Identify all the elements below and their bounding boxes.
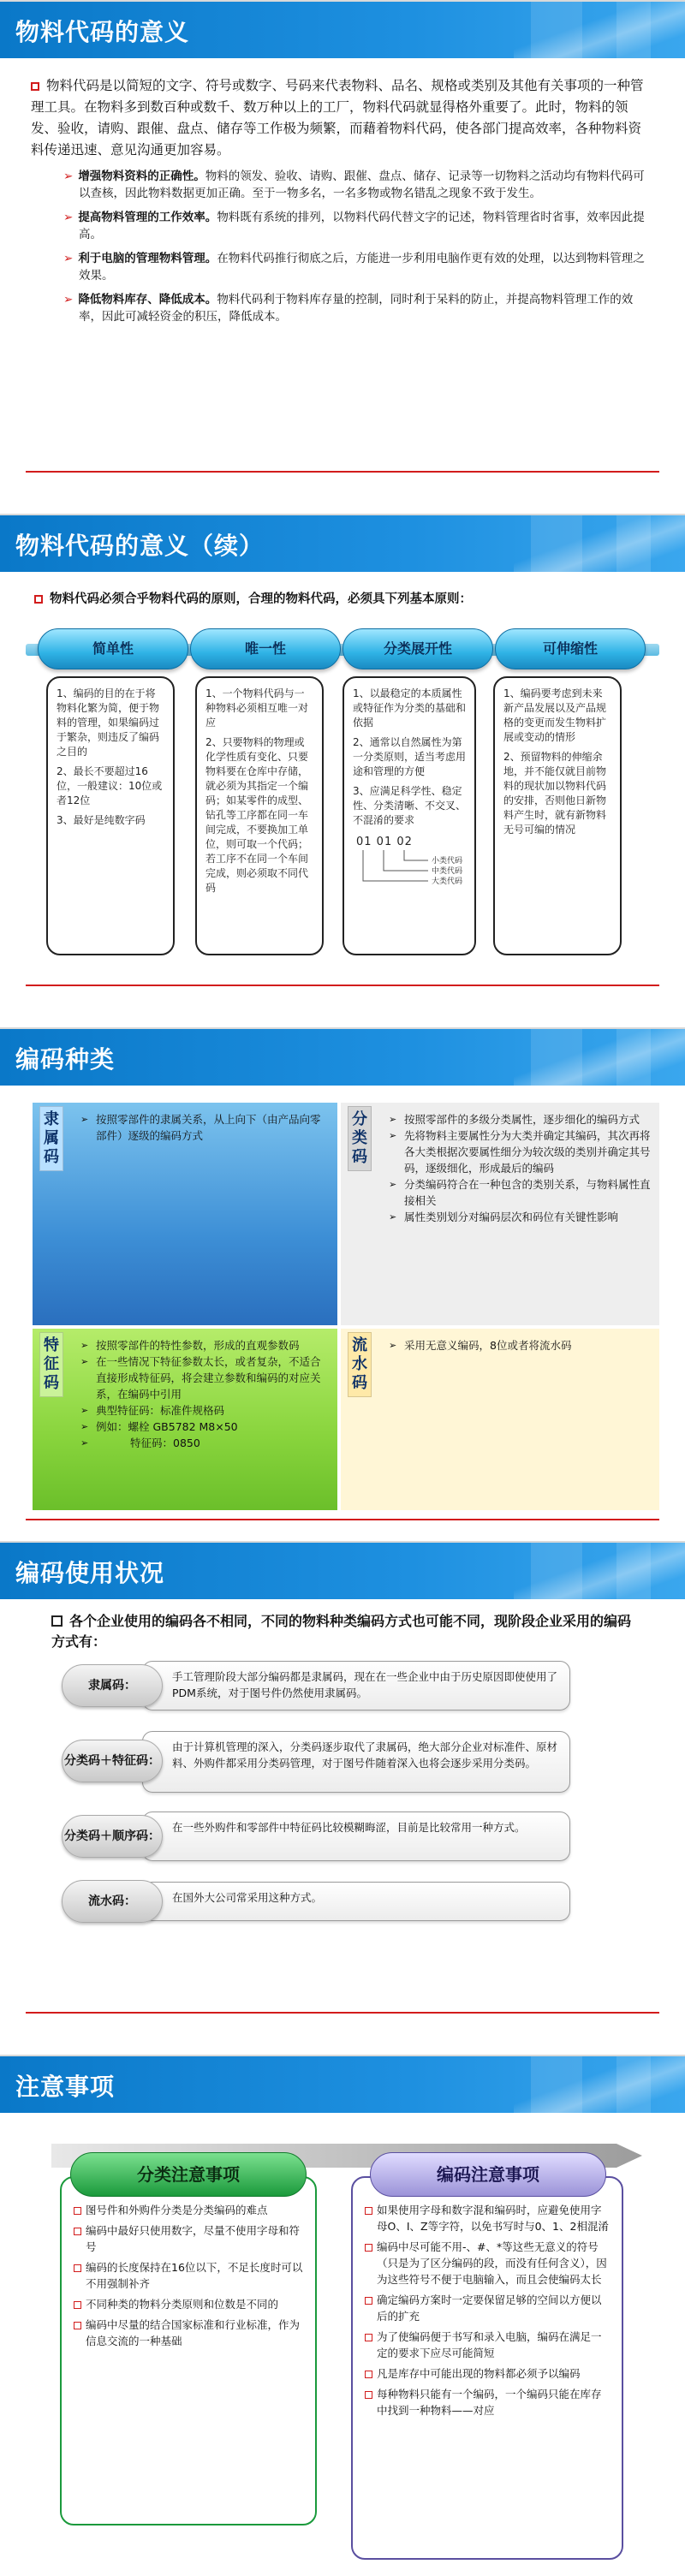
arrow-bullet-icon: ➢ bbox=[63, 211, 74, 224]
cell-hierarchy-code bbox=[33, 1103, 337, 1325]
principle-line bbox=[34, 589, 472, 607]
legend-small: 小类代码 bbox=[432, 857, 463, 866]
slide-title: 编码使用状况 bbox=[15, 1559, 165, 1587]
cell-item: ➢ 采用无意义编码，8位或者将流水码 bbox=[389, 1337, 651, 1353]
pill-classification: 分类展开性 bbox=[342, 628, 493, 669]
card-line: 1、一个物料代码与一种物料必须相互唯一对应 bbox=[206, 687, 309, 729]
note-item: 编码中尽量的结合国家标准和行业标准，作为信息交流的一种基础 bbox=[74, 2317, 303, 2349]
legend-medium: 中类代码 bbox=[432, 867, 463, 876]
card-line: 1、以最稳定的本质属性或特征作为分类的基础和依据 bbox=[353, 687, 467, 729]
slide-title-bar bbox=[0, 1029, 685, 1086]
cell-item: ➢ 按照零部件的多级分类属性，逐步细化的编码方式 bbox=[389, 1111, 651, 1127]
slide-title: 物料代码的意义 bbox=[15, 18, 190, 46]
intro-paragraph bbox=[31, 75, 647, 161]
cell-item: ➢ 典型特征码：标准件规格码 bbox=[80, 1402, 329, 1419]
note-item: 编码的长度保持在16位以下，不足长度时可以不用强制补齐 bbox=[74, 2259, 303, 2292]
slide-title-bar bbox=[0, 515, 685, 572]
card-line: 3、最好是纯数字码 bbox=[57, 814, 146, 826]
card-simplicity bbox=[46, 676, 175, 955]
cell-category-code bbox=[341, 1103, 659, 1325]
point-item bbox=[63, 250, 647, 284]
slide-code-usage bbox=[0, 1541, 685, 2051]
note-item: 每种物料只能有一个编码，一个编码只能在库存中找到一种物料——对应 bbox=[365, 2386, 610, 2418]
cell-list bbox=[389, 1111, 651, 1225]
usage-desc: 手工管理阶段大部分编码都是隶属码，现在在一些企业中由于历史原因即使使用了PDM系统，对于图号件仍然使用隶属码。 bbox=[142, 1661, 570, 1710]
slide-code-types bbox=[0, 1027, 685, 1538]
usage-label: 流水码： bbox=[62, 1880, 163, 1923]
usage-label: 分类码＋特征码： bbox=[62, 1740, 163, 1782]
note-item: 凡是库存中可能出现的物料都必须予以编码 bbox=[365, 2365, 610, 2382]
card-line: 2、只要物料的物理或化学性质有变化、只要物料要在仓库中存储，就必须为其指定一个编码；如某零件的成型、钻孔等工序都在同一车间完成，不要换加工单位，则可取一个代码；若工序不在同一个车间完成，则必须取不同代码 bbox=[206, 736, 309, 894]
square-bullet-icon bbox=[31, 82, 39, 91]
divider-line bbox=[26, 985, 659, 986]
cell-list bbox=[80, 1337, 329, 1451]
point-head: 降低物料库存、降低成本。 bbox=[78, 293, 217, 306]
tag-hierarchy: 隶属码 bbox=[39, 1106, 63, 1171]
tag-serial: 流水码 bbox=[348, 1332, 372, 1397]
arrow-bullet-icon: ➢ bbox=[63, 170, 74, 183]
checkbox-bullet-icon bbox=[51, 1615, 63, 1627]
point-item bbox=[63, 168, 647, 202]
point-head: 利于电脑的管理物料管理。 bbox=[78, 252, 217, 265]
tag-feature: 特征码 bbox=[39, 1332, 63, 1397]
code-types-grid bbox=[33, 1103, 659, 1510]
slide-title: 注意事项 bbox=[15, 2073, 116, 2101]
points-list bbox=[63, 168, 647, 325]
note-item: 编码中尽可能不用-、#、*等这些无意义的符号（只是为了区分编码的段，而没有任何含义），因为这些符号不便于电脑输入，而且会使编码太长 bbox=[365, 2239, 610, 2287]
point-head: 增强物料资料的正确性。 bbox=[78, 170, 206, 183]
cell-item: ➢ 按照零部件的隶属关系，从上向下（由产品向零部件）逐级的编码方式 bbox=[80, 1111, 329, 1144]
usage-question bbox=[51, 1611, 634, 1652]
card-line: 1、编码的目的在于将物料化繁为简，便于物料的管理，如果编码过于繁杂，则违反了编码之目的 bbox=[57, 687, 160, 758]
cell-item: ➢ 分类编码符合在一种包含的类别关系，与物料属性直接相关 bbox=[389, 1176, 651, 1209]
usage-desc: 在一些外购件和零部件中特征码比较模糊晦涩，目前是比较常用一种方式。 bbox=[142, 1812, 570, 1861]
point-text: 在物料代码推行彻底之后，方能进一步利用电脑作更有效的处理，以达到物料管理之效果。 bbox=[79, 252, 645, 283]
principle-text: 物料代码必须合乎物料代码的原则，合理的物料代码，必须具下列基本原则： bbox=[50, 592, 472, 606]
divider-line bbox=[26, 2012, 659, 2014]
divider-line bbox=[26, 471, 659, 473]
slide-title-bar bbox=[0, 2056, 685, 2113]
point-item bbox=[63, 209, 647, 243]
card-line: 2、最长不要超过16位，一般建议：10位或者12位 bbox=[57, 765, 163, 806]
card-uniqueness bbox=[195, 676, 324, 955]
cell-item: ➢ 在一些情况下特征参数太长，或者复杂，不适合直接形成特征码，将会建立参数和编码的对应关系，在编码中引用 bbox=[80, 1353, 329, 1402]
note-item: 为了使编码便于书写和录入电脑，编码在满足一定的要求下应尽可能简短 bbox=[365, 2329, 610, 2361]
divider-line bbox=[26, 1519, 659, 1520]
slide-meaning-cont bbox=[0, 514, 685, 1024]
pill-uniqueness: 唯一性 bbox=[190, 628, 341, 669]
cell-item: ➢ 例如：螺栓 GB5782 M8×50 bbox=[80, 1419, 329, 1435]
pill-simplicity: 简单性 bbox=[38, 628, 188, 669]
card-scalability bbox=[493, 676, 622, 955]
note-item: 图号件和外购件分类是分类编码的难点 bbox=[74, 2202, 303, 2218]
card-line: 2、预留物料的伸缩余地，并不能仅就目前物料的现状加以物料代码的安排，否则他日新物料产生时，就有新物料无号可编的情况 bbox=[503, 751, 607, 836]
code-structure-diagram bbox=[353, 833, 466, 888]
note-item: 不同种类的物料分类原则和位数是不同的 bbox=[74, 2296, 303, 2312]
slide-title-bar bbox=[0, 1543, 685, 1599]
usage-label: 隶属码： bbox=[62, 1664, 163, 1707]
cell-item: ➢ 特征码：0850 bbox=[80, 1435, 329, 1451]
point-text: 物料既有系统的排列，以物料代码代替文字的记述，物料管理省时省事，效率因此提高。 bbox=[79, 211, 645, 241]
point-text: 物料代码利于物料库存量的控制，同时利于呆料的防止，并提高物料管理工作的效率，因此可减轻资金的积压，降低成本。 bbox=[79, 293, 634, 324]
card-line: 2、通常以自然属性为第一分类原则，适当考虑用途和管理的方便 bbox=[353, 736, 467, 777]
slide-title-bar bbox=[0, 2, 685, 58]
usage-desc: 由于计算机管理的深入，分类码逐步取代了隶属码，绝大部分企业对标准件、原材料、外购件都采用分类码管理，对于图号件随着深入也将会逐步采用分类码。 bbox=[142, 1731, 570, 1793]
cell-item: ➢ 先将物料主要属性分为大类并确定其编码，其次再将各大类根据次要属性细分为较次级的类别并确定其号码，逐级细化，形成最后的编码 bbox=[389, 1127, 651, 1176]
square-bullet-icon bbox=[34, 595, 43, 604]
coding-notes-header: 编码注意事项 bbox=[370, 2152, 606, 2197]
tag-category: 分类码 bbox=[348, 1106, 372, 1171]
cell-serial-code bbox=[341, 1329, 659, 1510]
legend-large: 大类代码 bbox=[432, 878, 463, 886]
note-item: 如果使用字母和数字混和编码时，应避免使用字母O、I、Z等字符，以免书写时与0、1、2相混淆 bbox=[365, 2202, 610, 2234]
coding-notes-list bbox=[365, 2202, 610, 2418]
category-notes-header: 分类注意事项 bbox=[70, 2152, 307, 2197]
card-category-notes bbox=[60, 2176, 317, 2525]
slide-title: 编码种类 bbox=[15, 1045, 116, 1074]
cell-item: ➢ 按照零部件的特性参数，形成的直观参数码 bbox=[80, 1337, 329, 1353]
note-item: 编码中最好只使用数字，尽量不使用字母和符号 bbox=[74, 2222, 303, 2255]
question-text: 各个企业使用的编码各不相同，不同的物料种类编码方式也可能不同，现阶段企业采用的编码方式有： bbox=[51, 1613, 632, 1650]
slide-meaning bbox=[0, 0, 685, 510]
note-item: 确定编码方案时一定要保留足够的空间以方便以后的扩充 bbox=[365, 2292, 610, 2324]
slide-title: 物料代码的意义（续） bbox=[15, 532, 265, 560]
category-notes-list bbox=[74, 2202, 303, 2349]
arrow-bullet-icon: ➢ bbox=[63, 293, 74, 306]
card-classification bbox=[342, 676, 476, 955]
point-text: 物料的领发、验收、请购、跟催、盘点、储存、记录等一切物料之活动均有物料代码可以查核，因此物料数据更加正确。至于一物多名，一名多物或物名错乱之现象不致于发生。 bbox=[79, 170, 645, 200]
pill-scalability: 可伸缩性 bbox=[495, 628, 646, 669]
card-line: 3、应满足科学性、稳定性、分类清晰、不交叉、不混淆的要求 bbox=[353, 785, 467, 826]
point-item bbox=[63, 291, 647, 325]
cell-item: ➢ 属性类别划分对编码层次和码位有关键性影响 bbox=[389, 1209, 651, 1225]
slide-notes bbox=[0, 2055, 685, 2576]
cell-feature-code bbox=[33, 1329, 337, 1510]
cell-list bbox=[80, 1111, 329, 1144]
intro-text: 物料代码是以简短的文字、符号或数字、号码来代表物料、品名、规格或类别及其他有关事项的一种管理工具。在物料多到数百种或数千、数万种以上的工厂，物料代码就显得格外重要了。此时，物料的领发、验收，请购、跟催、盘点、储存等工作极为频繁，而藉着物料代码，使各部门提高效率，各种物料资料传递迅速、意见沟通更加容易。 bbox=[31, 78, 644, 158]
intro-block bbox=[31, 75, 647, 332]
code-sample: 01 01 02 bbox=[356, 836, 413, 848]
card-coding-notes bbox=[351, 2176, 623, 2560]
code-legend bbox=[432, 856, 462, 887]
arrow-bullet-icon: ➢ bbox=[63, 252, 74, 265]
card-line: 1、编码要考虑到未来新产品发展以及产品规格的变更而发生物料扩展或变动的情形 bbox=[503, 687, 607, 743]
point-head: 提高物料管理的工作效率。 bbox=[78, 211, 217, 224]
usage-desc: 在国外大公司常采用这种方式。 bbox=[142, 1882, 570, 1921]
cell-list bbox=[389, 1337, 651, 1353]
usage-label: 分类码＋顺序码： bbox=[62, 1815, 163, 1858]
